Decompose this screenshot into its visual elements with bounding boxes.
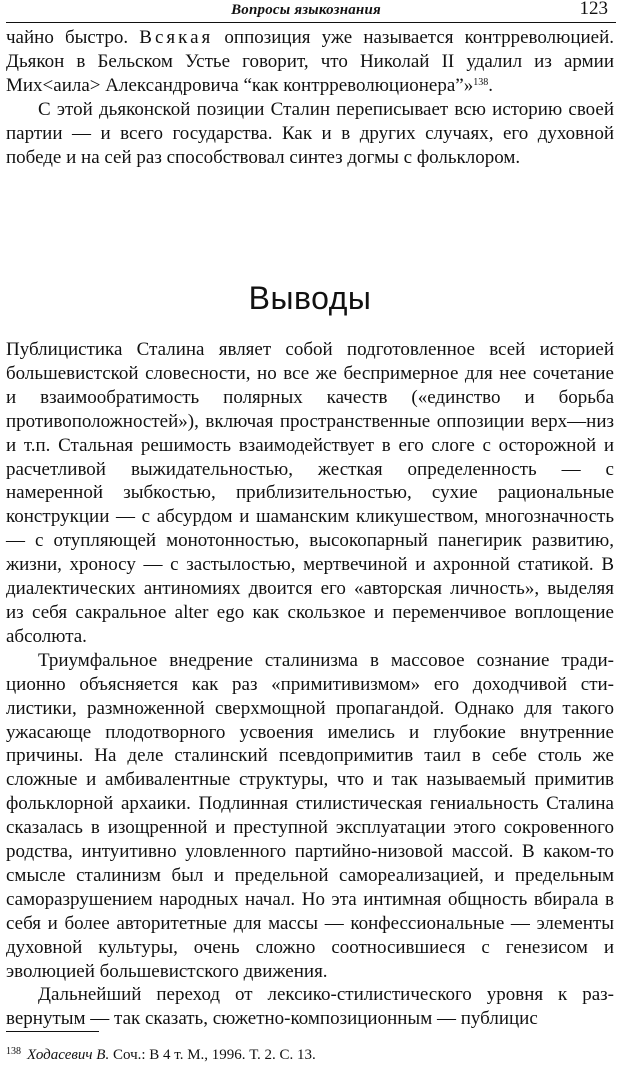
- text-span: .: [488, 74, 493, 96]
- footnote: [6, 1043, 316, 1064]
- running-title: Вопросы языкознания: [231, 2, 381, 18]
- paragraph: Публицистика Сталина являет собой подготовленное всей историей большевистской словесности, но все же беспримерное для нее сочетание и взаимообратимость полярных качеств («единство и борьба противоположностей»), включая пространственные оппозиции верх—низ и т.п. Стальная решимость взаимодействует в его слоге с осторожной и расчетливой выжидательностью, жесткая определенность — с намеренной зыбкостью, приблизительностью, сухие рациональные конструкции — с абсурдом и шаманским кликушеством, многозначность — с отупляющей монотонностью, высокопарный панегирик развитию, жизни, хроносу — с застылостью, мертвечиной и ахронной статикой. В диалектических антиномиях двоится его «авторская личность», выделяя из себя сакральное alter ego как скользкое и переменчивое воплощение абсолюта.: [6, 339, 614, 647]
- paragraph: Триумфальное внедрение сталинизма в массовое сознание традиционно объясняется как раз «примитивизмом» его доходчивой стилистики, размноженной сверхмощной пропагандой. Однако для такого ужасающе плодотворного усвоения имелись и глубокие внутренние причины. На деле сталинский псевдопримитив таил в себе столь же сложные и амбивалентные структуры, что и так называемый примитив фольклорной архаики. Подлинная стилистическая гениальность Сталина сказалась в изощренной и преступной эксплуатации этого сокровенного родства, интуитивно уловленного партийно-низовой массой. В каком-то смысле сталинизм был и предельной самореализацией, и предельным саморазрушением народных начал. Но эта интимная общность вбирала в себя и более авторитетные для массы — конфессиональные — элементы духовной культуры, очень сложно соотносившиеся с генезисом и эволюцией большевистского движения.: [6, 649, 614, 982]
- spaced-word: Всякая: [139, 27, 214, 48]
- section-heading: Выводы: [248, 280, 372, 316]
- intro-text: [6, 26, 614, 169]
- footnote-text: Соч.: В 4 т. М., 1996. Т. 2. С. 13.: [109, 1047, 316, 1063]
- paragraph: С этой дьяконской позиции Сталин переписывает всю историю своей партии — и всего государства. Как и в других случаях, его духовной победе и на сей раз способствовал синтез догмы с фольклором.: [6, 98, 614, 168]
- paragraph: Дальнейший переход от лексико-стилистического уровня к развернутым — так сказать, сюжетно-композиционным — публицис: [6, 984, 614, 1030]
- text-span: оппозиция уже называется контрреволюцией. Дьякон в Бельском Устье говорит, что Николай II удалил из армии Мих<аила> Александровича “как контрреволюционера”»: [6, 27, 614, 96]
- footnote-author: Ходасевич В.: [27, 1047, 110, 1063]
- footnote-ref: 138: [473, 76, 489, 88]
- section-body: [6, 338, 614, 1031]
- text-span: чайно быстро.: [6, 27, 140, 48]
- page-number: 123: [579, 0, 608, 19]
- footnote-divider: [6, 1031, 99, 1032]
- running-head: [6, 0, 616, 23]
- paragraph: [6, 26, 614, 98]
- footnote-number: 138: [6, 1046, 21, 1057]
